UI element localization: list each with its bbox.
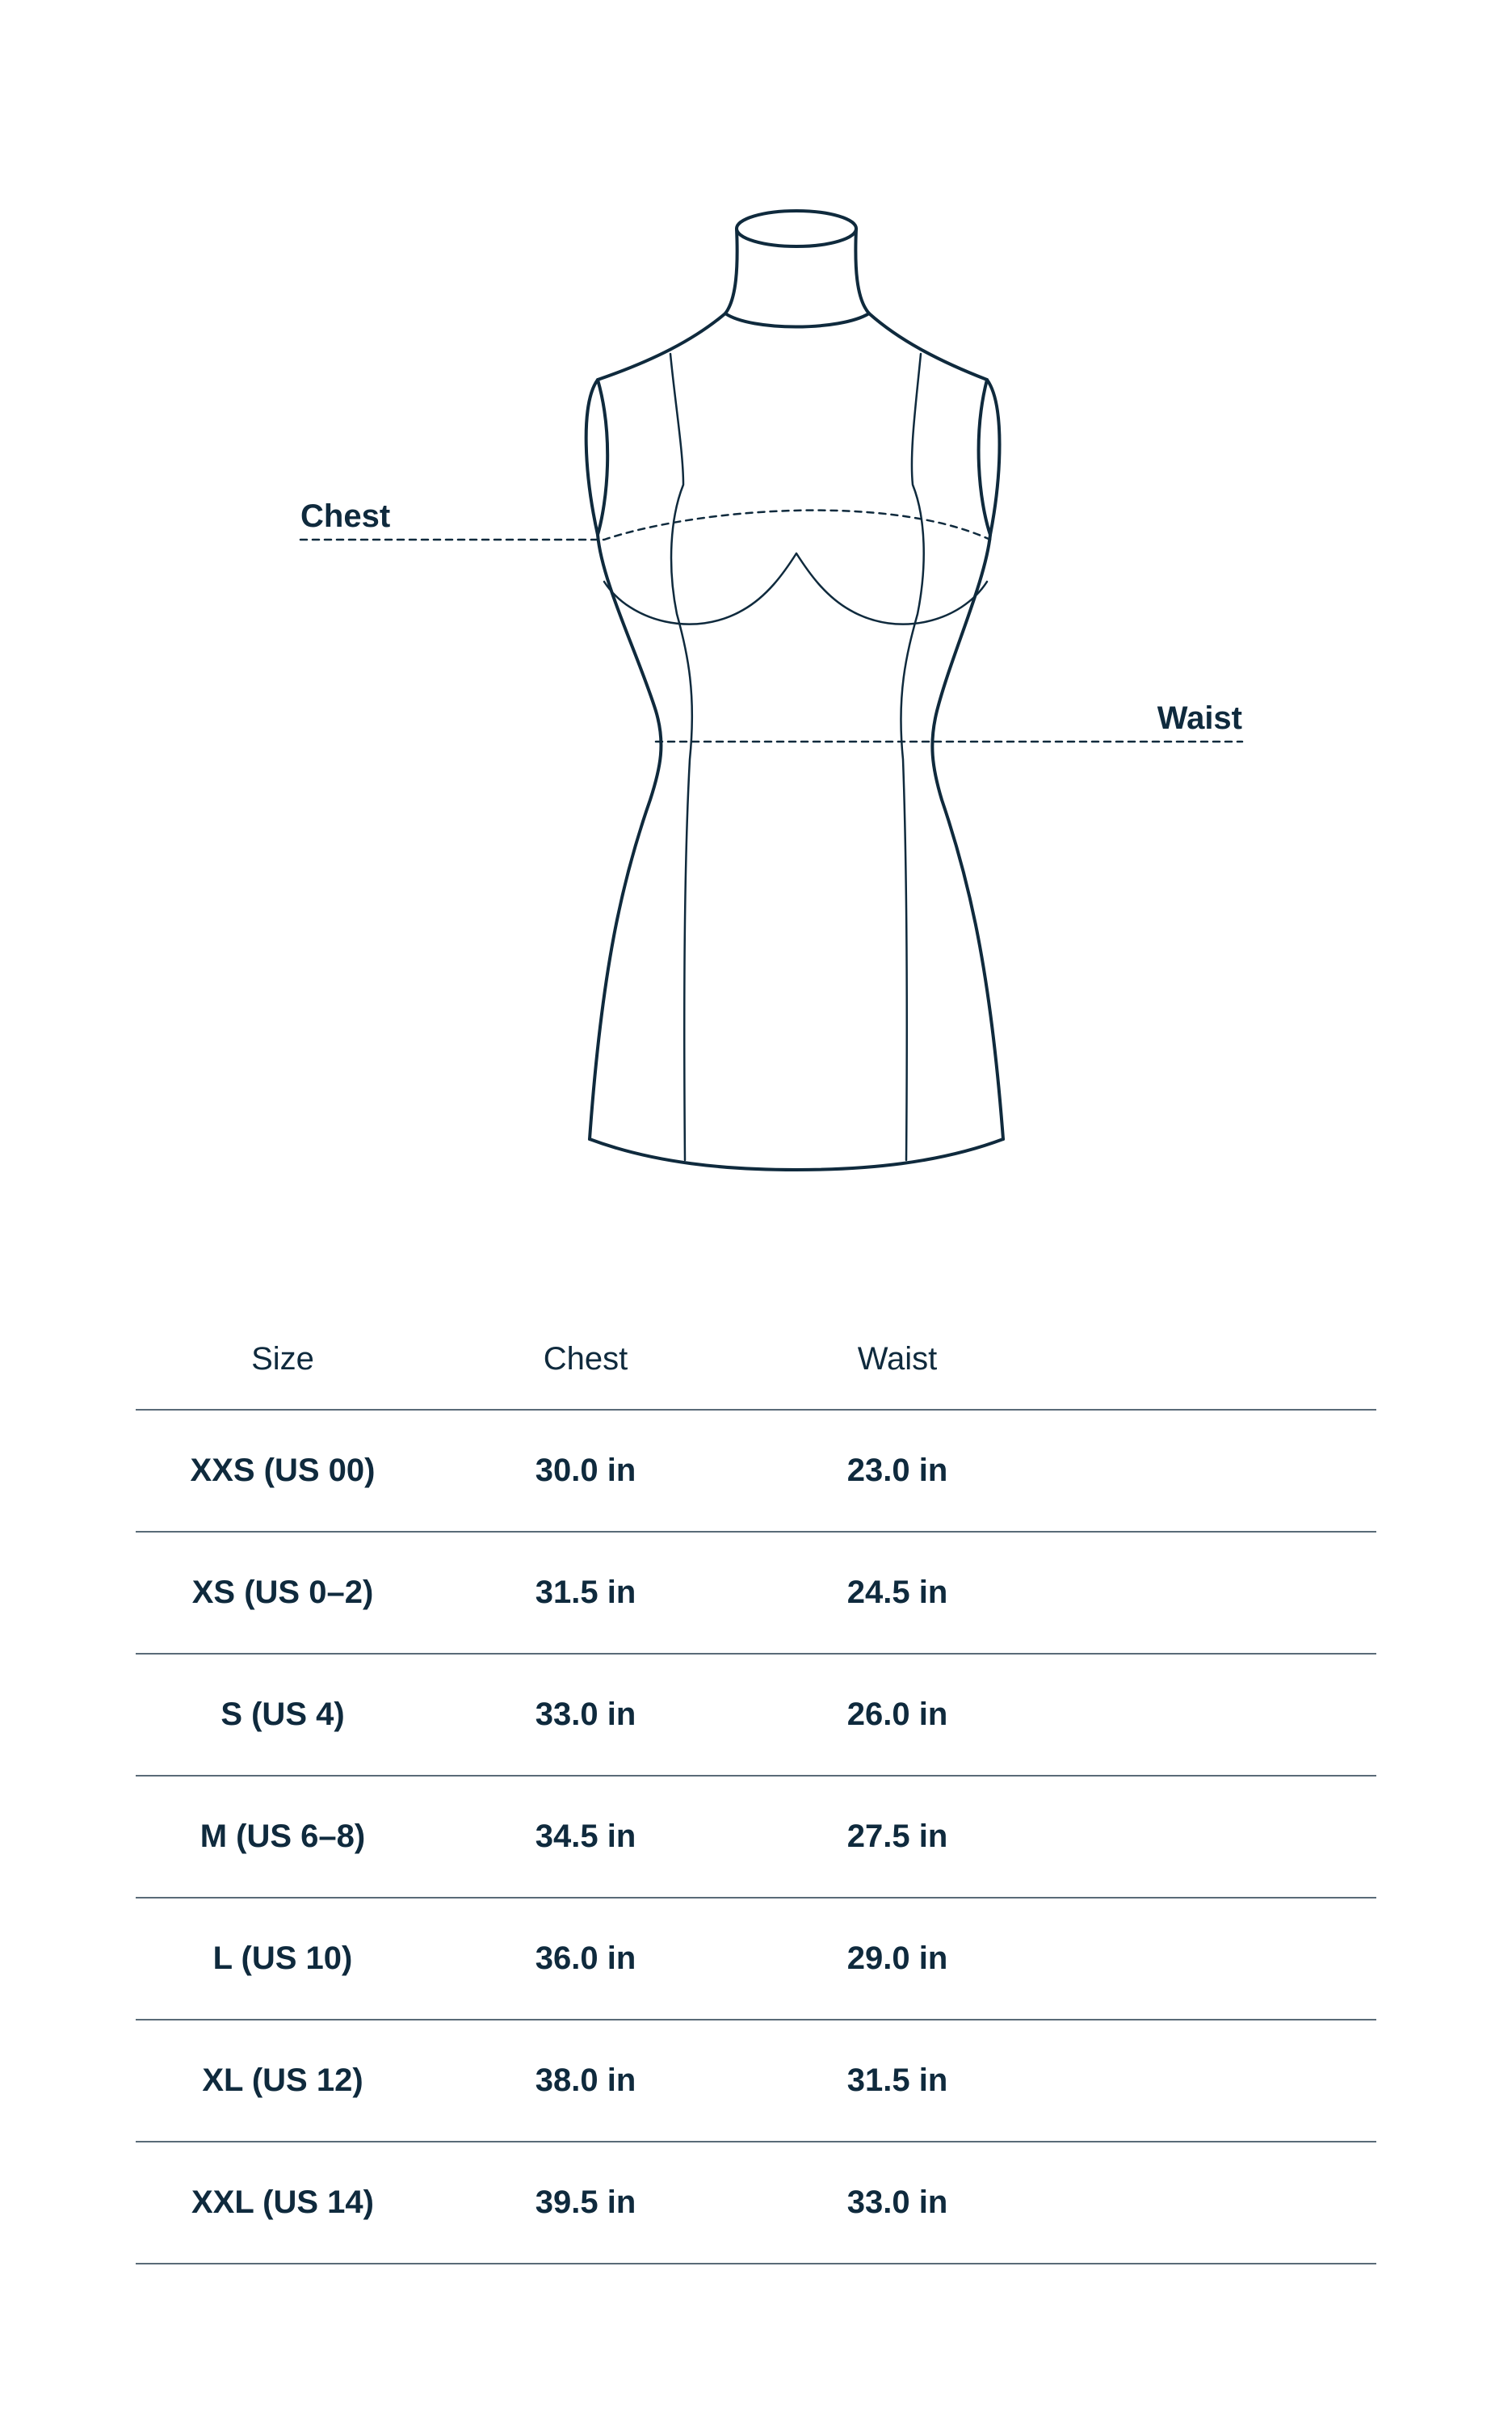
table-row bbox=[136, 1410, 1376, 1532]
spacer-cell bbox=[1053, 1654, 1376, 1776]
neck-left bbox=[725, 229, 737, 313]
header-size: Size bbox=[136, 1309, 430, 1410]
header-waist: Waist bbox=[741, 1309, 1053, 1410]
spacer-cell bbox=[1053, 1532, 1376, 1654]
chest-cell: 38.0 in bbox=[430, 2020, 741, 2142]
waist-cell: 23.0 in bbox=[741, 1410, 1053, 1532]
spacer-cell bbox=[1053, 2142, 1376, 2264]
right-shoulder bbox=[869, 313, 987, 380]
table-header-row bbox=[136, 1309, 1376, 1410]
size-cell: M (US 6–8) bbox=[136, 1776, 430, 1898]
chest-cell: 36.0 in bbox=[430, 1898, 741, 2020]
header-chest: Chest bbox=[430, 1309, 741, 1410]
spacer-cell bbox=[1053, 1410, 1376, 1532]
torso-hem bbox=[590, 1139, 1003, 1170]
chest-measurement-line bbox=[300, 511, 990, 540]
table-row bbox=[136, 1898, 1376, 2020]
left-shoulder bbox=[598, 313, 725, 380]
chest-cell: 39.5 in bbox=[430, 2142, 741, 2264]
waist-cell: 29.0 in bbox=[741, 1898, 1053, 2020]
left-arm-stump bbox=[586, 380, 608, 535]
waist-cell: 26.0 in bbox=[741, 1654, 1053, 1776]
table-row bbox=[136, 2020, 1376, 2142]
neck-base bbox=[725, 313, 869, 327]
table-row bbox=[136, 2142, 1376, 2264]
waist-cell: 33.0 in bbox=[741, 2142, 1053, 2264]
size-cell: XL (US 12) bbox=[136, 2020, 430, 2142]
chest-cell: 34.5 in bbox=[430, 1776, 741, 1898]
chest-cell: 31.5 in bbox=[430, 1532, 741, 1654]
size-chart-table bbox=[136, 1309, 1376, 2264]
size-cell: XXS (US 00) bbox=[136, 1410, 430, 1532]
torso-left-outline bbox=[590, 535, 661, 1139]
size-cell: S (US 4) bbox=[136, 1654, 430, 1776]
spacer-cell bbox=[1053, 1776, 1376, 1898]
spacer-cell bbox=[1053, 2020, 1376, 2142]
chest-label: Chest bbox=[300, 498, 391, 534]
spacer-cell bbox=[1053, 1898, 1376, 2020]
neck-top bbox=[737, 211, 856, 246]
size-cell: XXL (US 14) bbox=[136, 2142, 430, 2264]
torso-right-outline bbox=[932, 535, 1003, 1139]
table-row bbox=[136, 1776, 1376, 1898]
waist-label: Waist bbox=[1157, 700, 1242, 736]
chest-cell: 33.0 in bbox=[430, 1654, 741, 1776]
size-cell: XS (US 0–2) bbox=[136, 1532, 430, 1654]
right-arm-stump bbox=[979, 380, 1000, 535]
waist-cell: 24.5 in bbox=[741, 1532, 1053, 1654]
chest-cell: 30.0 in bbox=[430, 1410, 741, 1532]
waist-cell: 27.5 in bbox=[741, 1776, 1053, 1898]
size-cell: L (US 10) bbox=[136, 1898, 430, 2020]
left-princess-seam bbox=[670, 354, 692, 1160]
header-spacer bbox=[1053, 1309, 1376, 1410]
neck-right bbox=[855, 229, 869, 313]
right-princess-seam bbox=[901, 354, 923, 1160]
table-row bbox=[136, 1654, 1376, 1776]
mannequin-diagram bbox=[0, 0, 1512, 1196]
bust-line bbox=[604, 553, 987, 624]
table-row bbox=[136, 1532, 1376, 1654]
waist-cell: 31.5 in bbox=[741, 2020, 1053, 2142]
